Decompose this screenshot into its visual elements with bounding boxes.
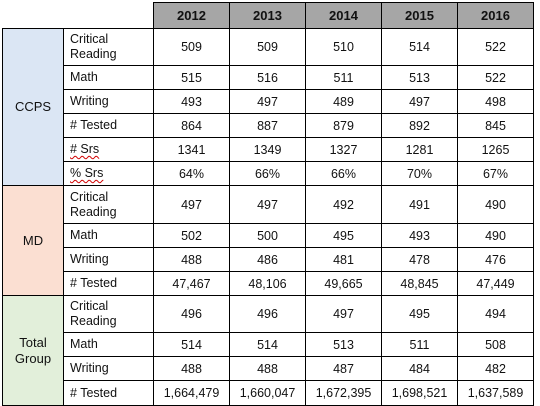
metric-label (64, 248, 154, 272)
metric-label-text: Writing (70, 252, 109, 266)
value-cell: 495 (382, 296, 458, 333)
group-label-ccps: CCPS (3, 29, 64, 186)
value-cell: 522 (458, 29, 534, 66)
value-cell: 489 (306, 90, 382, 114)
value-cell: 487 (306, 357, 382, 381)
value-cell: 514 (154, 333, 230, 357)
metric-label (64, 66, 154, 90)
value-cell: 497 (230, 186, 306, 224)
value-cell: 497 (154, 186, 230, 224)
year-header: 2015 (382, 3, 458, 29)
metric-label (64, 29, 154, 66)
metric-label (64, 296, 154, 333)
metric-label (64, 272, 154, 296)
value-cell: 516 (230, 66, 306, 90)
value-cell: 879 (306, 114, 382, 138)
value-cell: 864 (154, 114, 230, 138)
value-cell: 845 (458, 114, 534, 138)
value-cell: 47,449 (458, 272, 534, 296)
table-body (3, 29, 534, 406)
value-cell: 488 (230, 357, 306, 381)
table-row (3, 357, 534, 381)
value-cell: 47,467 (154, 272, 230, 296)
value-cell: 64% (154, 162, 230, 186)
value-cell: 492 (306, 186, 382, 224)
value-cell: 493 (154, 90, 230, 114)
value-cell: 48,845 (382, 272, 458, 296)
value-cell: 491 (382, 186, 458, 224)
value-cell: 1281 (382, 138, 458, 162)
value-cell: 892 (382, 114, 458, 138)
value-cell: 498 (458, 90, 534, 114)
value-cell: 482 (458, 357, 534, 381)
value-cell: 1265 (458, 138, 534, 162)
value-cell: 497 (230, 90, 306, 114)
value-cell: 1,637,589 (458, 381, 534, 406)
value-cell: 494 (458, 296, 534, 333)
table-row (3, 296, 534, 333)
metric-label-text: Critical Reading (70, 299, 117, 328)
metric-label-text: Math (70, 228, 98, 242)
value-cell: 66% (306, 162, 382, 186)
value-cell: 495 (306, 224, 382, 248)
metric-label-text: Critical Reading (70, 189, 117, 219)
metric-label (64, 186, 154, 224)
value-cell: 509 (230, 29, 306, 66)
value-cell: 488 (154, 357, 230, 381)
value-cell: 1327 (306, 138, 382, 162)
value-cell: 496 (154, 296, 230, 333)
table-row (3, 186, 534, 224)
year-header: 2014 (306, 3, 382, 29)
year-header: 2013 (230, 3, 306, 29)
value-cell: 70% (382, 162, 458, 186)
table-row (3, 114, 534, 138)
header-corner (3, 3, 154, 29)
metric-label (64, 381, 154, 406)
value-cell: 1341 (154, 138, 230, 162)
value-cell: 481 (306, 248, 382, 272)
value-cell: 497 (306, 296, 382, 333)
table-row (3, 333, 534, 357)
value-cell: 496 (230, 296, 306, 333)
table-row (3, 248, 534, 272)
metric-label (64, 138, 154, 162)
value-cell: 48,106 (230, 272, 306, 296)
metric-label-text: # Tested (70, 276, 118, 290)
value-cell: 488 (154, 248, 230, 272)
metric-label-text: % Srs (70, 166, 104, 180)
table-row (3, 272, 534, 296)
metric-label-text: Math (70, 70, 98, 84)
value-cell: 511 (306, 66, 382, 90)
value-cell: 502 (154, 224, 230, 248)
metric-label-text: # Srs (70, 142, 100, 156)
value-cell: 490 (458, 186, 534, 224)
header-row (3, 3, 534, 29)
value-cell: 67% (458, 162, 534, 186)
value-cell: 49,665 (306, 272, 382, 296)
value-cell: 511 (382, 333, 458, 357)
value-cell: 500 (230, 224, 306, 248)
value-cell: 514 (382, 29, 458, 66)
value-cell: 1,672,395 (306, 381, 382, 406)
metric-label (64, 114, 154, 138)
metric-label (64, 162, 154, 186)
metric-label-text: Math (70, 337, 98, 351)
year-header: 2012 (154, 3, 230, 29)
group-label-total: Total Group (3, 296, 64, 406)
value-cell: 510 (306, 29, 382, 66)
value-cell: 1349 (230, 138, 306, 162)
group-label-md: MD (3, 186, 64, 296)
value-cell: 493 (382, 224, 458, 248)
metric-label (64, 90, 154, 114)
table-row (3, 162, 534, 186)
table-row (3, 90, 534, 114)
value-cell: 486 (230, 248, 306, 272)
metric-label-text: Critical Reading (70, 32, 117, 61)
metric-label-text: Writing (70, 361, 109, 375)
value-cell: 515 (154, 66, 230, 90)
value-cell: 513 (306, 333, 382, 357)
metric-label (64, 224, 154, 248)
year-header: 2016 (458, 3, 534, 29)
metric-label-text: # Tested (70, 118, 118, 132)
table-row (3, 66, 534, 90)
value-cell: 522 (458, 66, 534, 90)
value-cell: 66% (230, 162, 306, 186)
metric-label-text: Writing (70, 94, 109, 108)
table-row (3, 138, 534, 162)
metric-label (64, 333, 154, 357)
metric-label (64, 357, 154, 381)
value-cell: 509 (154, 29, 230, 66)
metric-label-text: # Tested (70, 385, 118, 400)
value-cell: 478 (382, 248, 458, 272)
table-row (3, 381, 534, 406)
value-cell: 1,664,479 (154, 381, 230, 406)
value-cell: 476 (458, 248, 534, 272)
value-cell: 514 (230, 333, 306, 357)
value-cell: 1,660,047 (230, 381, 306, 406)
value-cell: 1,698,521 (382, 381, 458, 406)
value-cell: 508 (458, 333, 534, 357)
value-cell: 497 (382, 90, 458, 114)
value-cell: 887 (230, 114, 306, 138)
value-cell: 490 (458, 224, 534, 248)
table-row (3, 224, 534, 248)
table-row (3, 29, 534, 66)
value-cell: 484 (382, 357, 458, 381)
value-cell: 513 (382, 66, 458, 90)
sat-scores-table (2, 2, 534, 406)
